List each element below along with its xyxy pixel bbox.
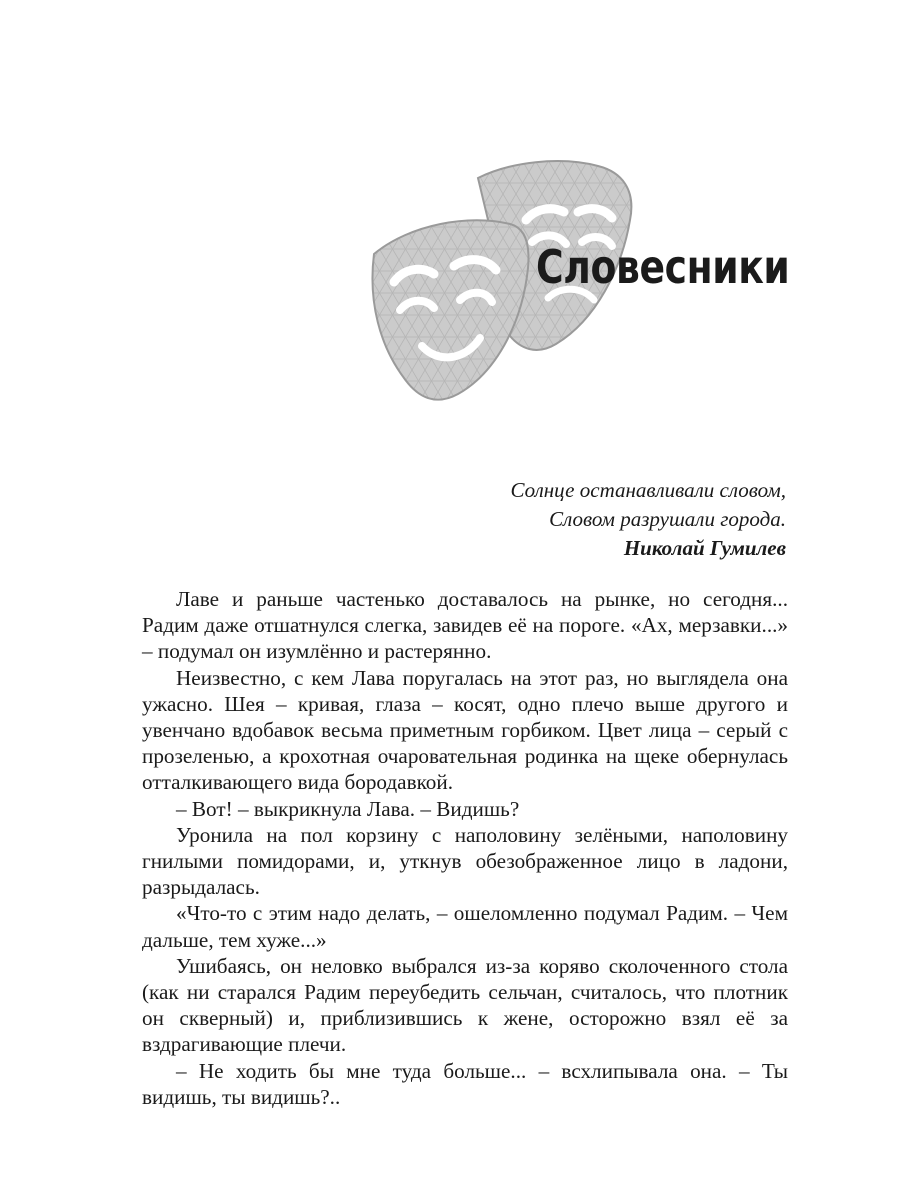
chapter-body <box>142 586 788 1110</box>
epigraph <box>510 476 786 563</box>
paragraph: – Вот! – выкрикнула Лава. – Видишь? <box>176 796 520 821</box>
paragraph: «Что-то с этим надо делать, – ошеломленно подумал Радим. – Чем дальше, тем хуже...» <box>142 901 788 952</box>
chapter-title: Словесники <box>536 240 790 294</box>
paragraph: Неизвестно, с кем Лава поругалась на этот раз, но выглядела она ужасно. Шея – кривая, глаза – косят, одно плечо выше другого и увенчано вдобавок весьма приметным горбиком. Цвет лица – серый с прозеленью, а крохотная очаровательная родинка на щеке обернулась отталкивающего вида бородавкой. <box>142 665 788 795</box>
paragraph: Ушибаясь, он неловко выбрался из-за коряво сколоченного стола (как ни старался Радим переубедить сельчан, считалось, что плотник он скверный) и, приблизившись к жене, осторожно взял её за вздрагивающие плечи. <box>142 953 788 1057</box>
paragraph: Лаве и раньше частенько доставалось на рынке, но сегодня... Радим даже отшатнулся слегка, завидев её на пороге. «Ах, мерзавки...» – подумал он изумлённо и растерянно. <box>142 587 788 664</box>
happy-mask-icon <box>372 220 528 399</box>
paragraph: Уронила на пол корзину с наполовину зелёными, наполовину гнилыми помидорами, и, уткнув обезображенное лицо в ладони, разрыдалась. <box>142 822 788 900</box>
epigraph-line: Словом разрушали города. <box>549 507 786 531</box>
epigraph-line: Солнце останавливали словом, <box>510 478 786 502</box>
paragraph: – Не ходить бы мне туда больше... – всхлипывала она. – Ты видишь, ты видишь?.. <box>142 1058 788 1109</box>
epigraph-author: Николай Гумилев <box>623 536 786 560</box>
